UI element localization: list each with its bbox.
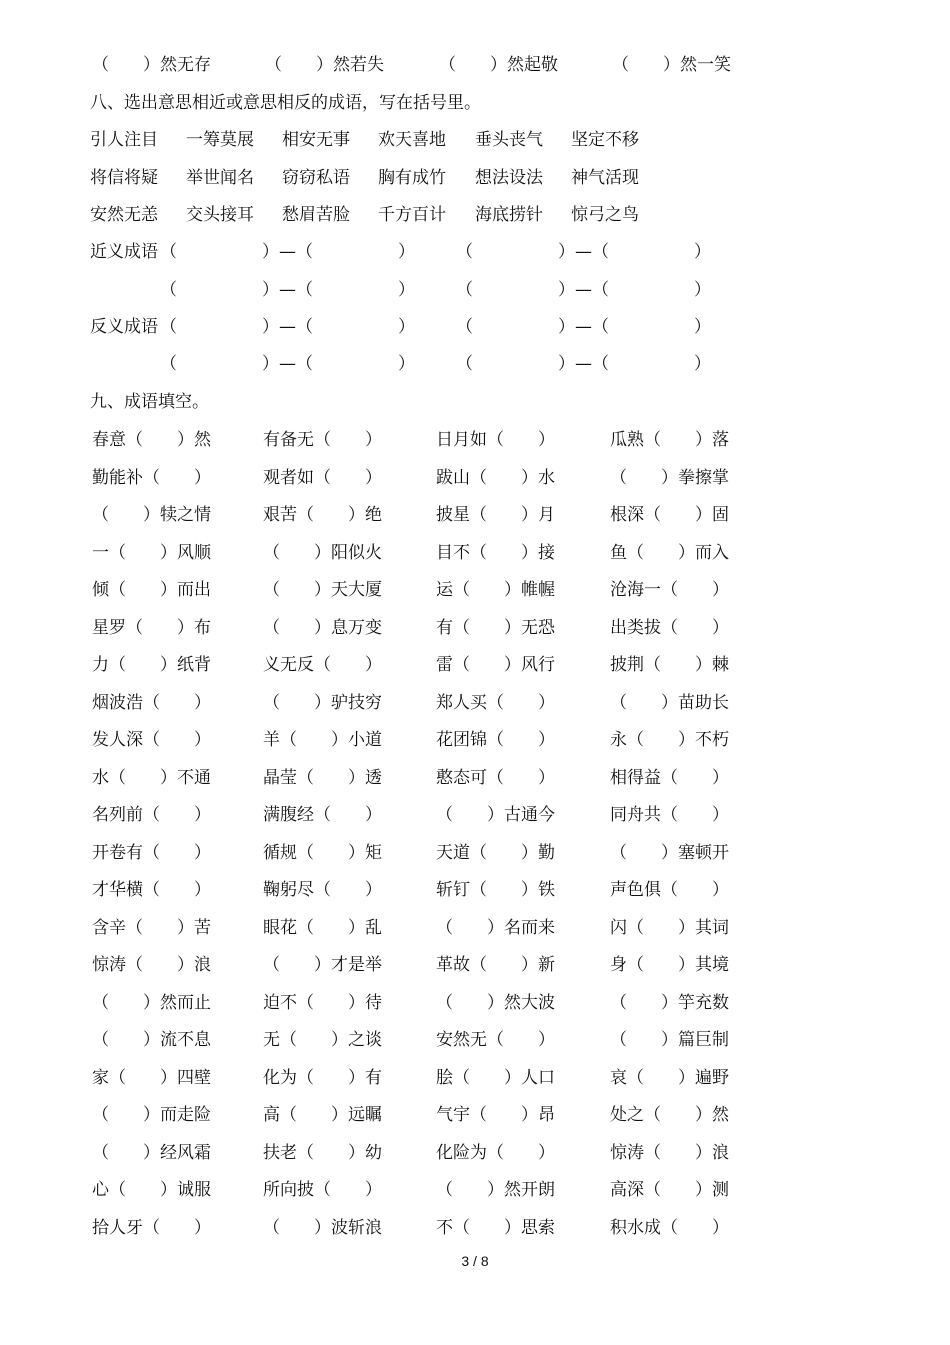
idiom-fill-item[interactable]: 艰苦（ ）绝 — [263, 505, 382, 525]
idiom-fill-item[interactable]: 晶莹（ ）透 — [263, 768, 382, 788]
idiom-fill-item[interactable]: 惊涛（ ）浪 — [92, 955, 211, 975]
idiom-fill-item[interactable]: 眼花（ ）乱 — [263, 918, 382, 938]
idiom-fill-row — [0, 877, 950, 903]
idiom-word: 相安无事 — [282, 130, 350, 150]
idiom-fill-row — [0, 690, 950, 716]
idiom-word: 将信将疑 — [90, 168, 158, 188]
idiom-word: 垂头丧气 — [475, 130, 543, 150]
idiom-fill-row — [0, 1177, 950, 1203]
idiom-fill-row — [0, 1140, 950, 1166]
idiom-fill-item[interactable]: 安然无（ ） — [436, 1030, 555, 1050]
answer-pair-blank[interactable]: （ ）—（ ） — [456, 317, 711, 337]
idiom-word: 坚定不移 — [571, 130, 639, 150]
idiom-fill-item[interactable]: 水（ ）不通 — [92, 768, 211, 788]
idiom-fill-item[interactable]: 有备无（ ） — [263, 430, 382, 450]
idiom-fill-item[interactable]: 处之（ ）然 — [610, 1105, 729, 1125]
idiom-fill-item[interactable]: 化为（ ）有 — [263, 1068, 382, 1088]
page-number: 3 / 8 — [461, 1253, 489, 1269]
idiom-fill-item[interactable]: （ ）经风霜 — [92, 1143, 211, 1163]
idiom-fill-item[interactable]: （ ）天大厦 — [263, 580, 382, 600]
idiom-fill-item[interactable]: 开卷有（ ） — [92, 843, 211, 863]
antonym-label: 反义成语 — [90, 317, 158, 337]
idiom-fill-item[interactable]: 烟波浩（ ） — [92, 693, 211, 713]
idiom-fill-item[interactable]: 所向披（ ） — [263, 1180, 382, 1200]
idiom-fill-item[interactable]: 目不（ ）接 — [436, 543, 555, 563]
idiom-fill-item[interactable]: 观者如（ ） — [263, 468, 382, 488]
idiom-word: 交头接耳 — [186, 205, 254, 225]
idiom-fill-item[interactable]: （ ）拳擦掌 — [610, 468, 729, 488]
idiom-word: 欢天喜地 — [378, 130, 446, 150]
idiom-fill-item[interactable]: 身（ ）其境 — [610, 955, 729, 975]
answer-pair-blank[interactable]: （ ）—（ ） — [160, 317, 415, 337]
idiom-fill-item[interactable]: 花团锦（ ） — [436, 730, 555, 750]
idiom-fill-row — [0, 840, 950, 866]
idiom-fill-item[interactable]: 雷（ ）风行 — [436, 655, 555, 675]
idiom-fill-item[interactable]: 发人深（ ） — [92, 730, 211, 750]
idiom-fill-item[interactable]: （ ）然开朗 — [436, 1180, 555, 1200]
idiom-fill-item[interactable]: 郑人买（ ） — [436, 693, 555, 713]
idiom-fill-row — [0, 915, 950, 941]
idiom-fill-item[interactable]: 拾人牙（ ） — [92, 1218, 211, 1238]
synonym-row — [0, 239, 950, 265]
idiom-fill-item[interactable]: （ ）然而止 — [92, 993, 211, 1013]
idiom-word: 引人注目 — [90, 130, 158, 150]
answer-pair-blank[interactable]: （ ）—（ ） — [456, 280, 711, 300]
idiom-word: 一筹莫展 — [186, 130, 254, 150]
idiom-fill-row — [0, 465, 950, 491]
idiom-word: 愁眉苦脸 — [282, 205, 350, 225]
idiom-fill-item[interactable]: 天道（ ）勤 — [436, 843, 555, 863]
idiom-fill-item[interactable]: 无（ ）之谈 — [263, 1030, 382, 1050]
answer-pair-blank[interactable]: （ ）—（ ） — [456, 242, 711, 262]
idiom-fill-row — [0, 1065, 950, 1091]
idiom-fill-item[interactable]: （ ）名而来 — [436, 918, 555, 938]
idiom-fill-item[interactable]: （ ）然大波 — [436, 993, 555, 1013]
idiom-fill-item[interactable]: （ ）塞顿开 — [610, 843, 729, 863]
idiom-fill-item[interactable]: 积水成（ ） — [610, 1218, 729, 1238]
idiom-fill-item[interactable]: 出类拔（ ） — [610, 618, 729, 638]
top-line-item: （ ）然一笑 — [612, 55, 731, 75]
idiom-fill-item[interactable]: 力（ ）纸背 — [92, 655, 211, 675]
idiom-fill-row — [0, 1027, 950, 1053]
idiom-fill-item[interactable]: 脍（ ）人口 — [436, 1068, 555, 1088]
idiom-word: 安然无恙 — [90, 205, 158, 225]
idiom-fill-item[interactable]: （ ）驴技穷 — [263, 693, 382, 713]
idiom-fill-item[interactable]: （ ）息万变 — [263, 618, 382, 638]
idiom-fill-row — [0, 802, 950, 828]
section-8-heading-row — [0, 90, 950, 116]
idiom-fill-item[interactable]: 循规（ ）矩 — [263, 843, 382, 863]
idiom-fill-item[interactable]: 闪（ ）其词 — [610, 918, 729, 938]
section-8-heading: 八、选出意思相近或意思相反的成语，写在括号里。 — [90, 93, 481, 113]
idiom-fill-item[interactable]: 运（ ）帷幄 — [436, 580, 555, 600]
idiom-fill-item[interactable]: 扶老（ ）幼 — [263, 1143, 382, 1163]
idiom-fill-item[interactable]: 瓜熟（ ）落 — [610, 430, 729, 450]
idiom-fill-item[interactable]: 迫不（ ）待 — [263, 993, 382, 1013]
idiom-fill-item[interactable]: 惊涛（ ）浪 — [610, 1143, 729, 1163]
idiom-fill-item[interactable]: 鱼（ ）而入 — [610, 543, 729, 563]
idiom-word: 惊弓之鸟 — [571, 205, 639, 225]
idiom-fill-item[interactable]: 勤能补（ ） — [92, 468, 211, 488]
synonym-row — [0, 277, 950, 303]
idiom-fill-row — [0, 427, 950, 453]
idiom-fill-item[interactable]: （ ）流不息 — [92, 1030, 211, 1050]
idiom-fill-item[interactable]: 声色俱（ ） — [610, 880, 729, 900]
idiom-fill-row — [0, 502, 950, 528]
section-9-heading-row — [0, 389, 950, 415]
idiom-fill-item[interactable]: 根深（ ）固 — [610, 505, 729, 525]
idiom-fill-row — [0, 1102, 950, 1128]
idiom-fill-item[interactable]: （ ）苗助长 — [610, 693, 729, 713]
idiom-fill-item[interactable]: 心（ ）诚服 — [92, 1180, 211, 1200]
top-line-item: （ ）然起敬 — [439, 55, 558, 75]
idiom-fill-item[interactable]: 有（ ）无恐 — [436, 618, 555, 638]
idiom-fill-row — [0, 1215, 950, 1241]
antonym-row — [0, 314, 950, 340]
idiom-fill-item[interactable]: （ ）才是举 — [263, 955, 382, 975]
idiom-fill-item[interactable]: （ ）篇巨制 — [610, 1030, 729, 1050]
idiom-fill-item[interactable]: 革故（ ）新 — [436, 955, 555, 975]
idiom-word-row — [0, 202, 950, 228]
idiom-word: 窃窃私语 — [282, 168, 350, 188]
idiom-fill-item[interactable]: 跋山（ ）水 — [436, 468, 555, 488]
idiom-fill-item[interactable]: 披星（ ）月 — [436, 505, 555, 525]
top-line — [0, 52, 950, 78]
idiom-fill-item[interactable]: 日月如（ ） — [436, 430, 555, 450]
antonym-row — [0, 351, 950, 377]
idiom-fill-item[interactable]: 满腹经（ ） — [263, 805, 382, 825]
synonym-label: 近义成语 — [90, 242, 158, 262]
idiom-word: 千方百计 — [378, 205, 446, 225]
answer-pair-blank[interactable]: （ ）—（ ） — [456, 354, 711, 374]
idiom-fill-item[interactable]: 高（ ）远瞩 — [263, 1105, 382, 1125]
idiom-word-row — [0, 165, 950, 191]
idiom-fill-row — [0, 652, 950, 678]
answer-pair-blank[interactable]: （ ）—（ ） — [160, 242, 415, 262]
idiom-fill-item[interactable]: 披荆（ ）棘 — [610, 655, 729, 675]
idiom-fill-row — [0, 990, 950, 1016]
idiom-fill-item[interactable]: 星罗（ ）布 — [92, 618, 211, 638]
idiom-fill-row — [0, 540, 950, 566]
idiom-fill-item[interactable]: （ ）犊之情 — [92, 505, 211, 525]
idiom-fill-item[interactable]: 名列前（ ） — [92, 805, 211, 825]
idiom-fill-item[interactable]: （ ）波斩浪 — [263, 1218, 382, 1238]
idiom-fill-row — [0, 615, 950, 641]
idiom-fill-item[interactable]: 春意（ ）然 — [92, 430, 211, 450]
idiom-fill-item[interactable]: 高深（ ）测 — [610, 1180, 729, 1200]
idiom-word-row — [0, 127, 950, 153]
answer-pair-blank[interactable]: （ ）—（ ） — [160, 280, 415, 300]
idiom-fill-row — [0, 765, 950, 791]
idiom-fill-row — [0, 577, 950, 603]
idiom-fill-item[interactable]: 义无反（ ） — [263, 655, 382, 675]
idiom-word: 想法设法 — [475, 168, 543, 188]
idiom-fill-item[interactable]: 不（ ）思索 — [436, 1218, 555, 1238]
idiom-fill-row — [0, 727, 950, 753]
idiom-fill-item[interactable]: 鞠躬尽（ ） — [263, 880, 382, 900]
idiom-fill-item[interactable]: 含辛（ ）苦 — [92, 918, 211, 938]
idiom-fill-item[interactable]: （ ）而走险 — [92, 1105, 211, 1125]
idiom-fill-item[interactable]: （ ）竽充数 — [610, 993, 729, 1013]
idiom-word: 神气活现 — [571, 168, 639, 188]
idiom-fill-item[interactable]: 相得益（ ） — [610, 768, 729, 788]
idiom-fill-item[interactable]: （ ）古通今 — [436, 805, 555, 825]
idiom-fill-row — [0, 952, 950, 978]
idiom-fill-item[interactable]: 倾（ ）而出 — [92, 580, 211, 600]
idiom-word: 海底捞针 — [475, 205, 543, 225]
idiom-fill-item[interactable]: 气宇（ ）昂 — [436, 1105, 555, 1125]
idiom-word: 举世闻名 — [186, 168, 254, 188]
top-line-item: （ ）然无存 — [92, 55, 211, 75]
idiom-fill-item[interactable]: （ ）阳似火 — [263, 543, 382, 563]
idiom-fill-item[interactable]: 沧海一（ ） — [610, 580, 729, 600]
idiom-fill-item[interactable]: 永（ ）不朽 — [610, 730, 729, 750]
idiom-fill-item[interactable]: 哀（ ）遍野 — [610, 1068, 729, 1088]
idiom-fill-item[interactable]: 家（ ）四壁 — [92, 1068, 211, 1088]
section-9-heading: 九、成语填空。 — [90, 392, 209, 412]
idiom-fill-item[interactable]: 才华横（ ） — [92, 880, 211, 900]
idiom-word: 胸有成竹 — [378, 168, 446, 188]
idiom-fill-item[interactable]: 憨态可（ ） — [436, 768, 555, 788]
answer-pair-blank[interactable]: （ ）—（ ） — [160, 354, 415, 374]
idiom-fill-item[interactable]: 同舟共（ ） — [610, 805, 729, 825]
idiom-fill-item[interactable]: 化险为（ ） — [436, 1143, 555, 1163]
idiom-fill-item[interactable]: 斩钉（ ）铁 — [436, 880, 555, 900]
idiom-fill-item[interactable]: 一（ ）风顺 — [92, 543, 211, 563]
top-line-item: （ ）然若失 — [265, 55, 384, 75]
idiom-fill-item[interactable]: 羊（ ）小道 — [263, 730, 382, 750]
